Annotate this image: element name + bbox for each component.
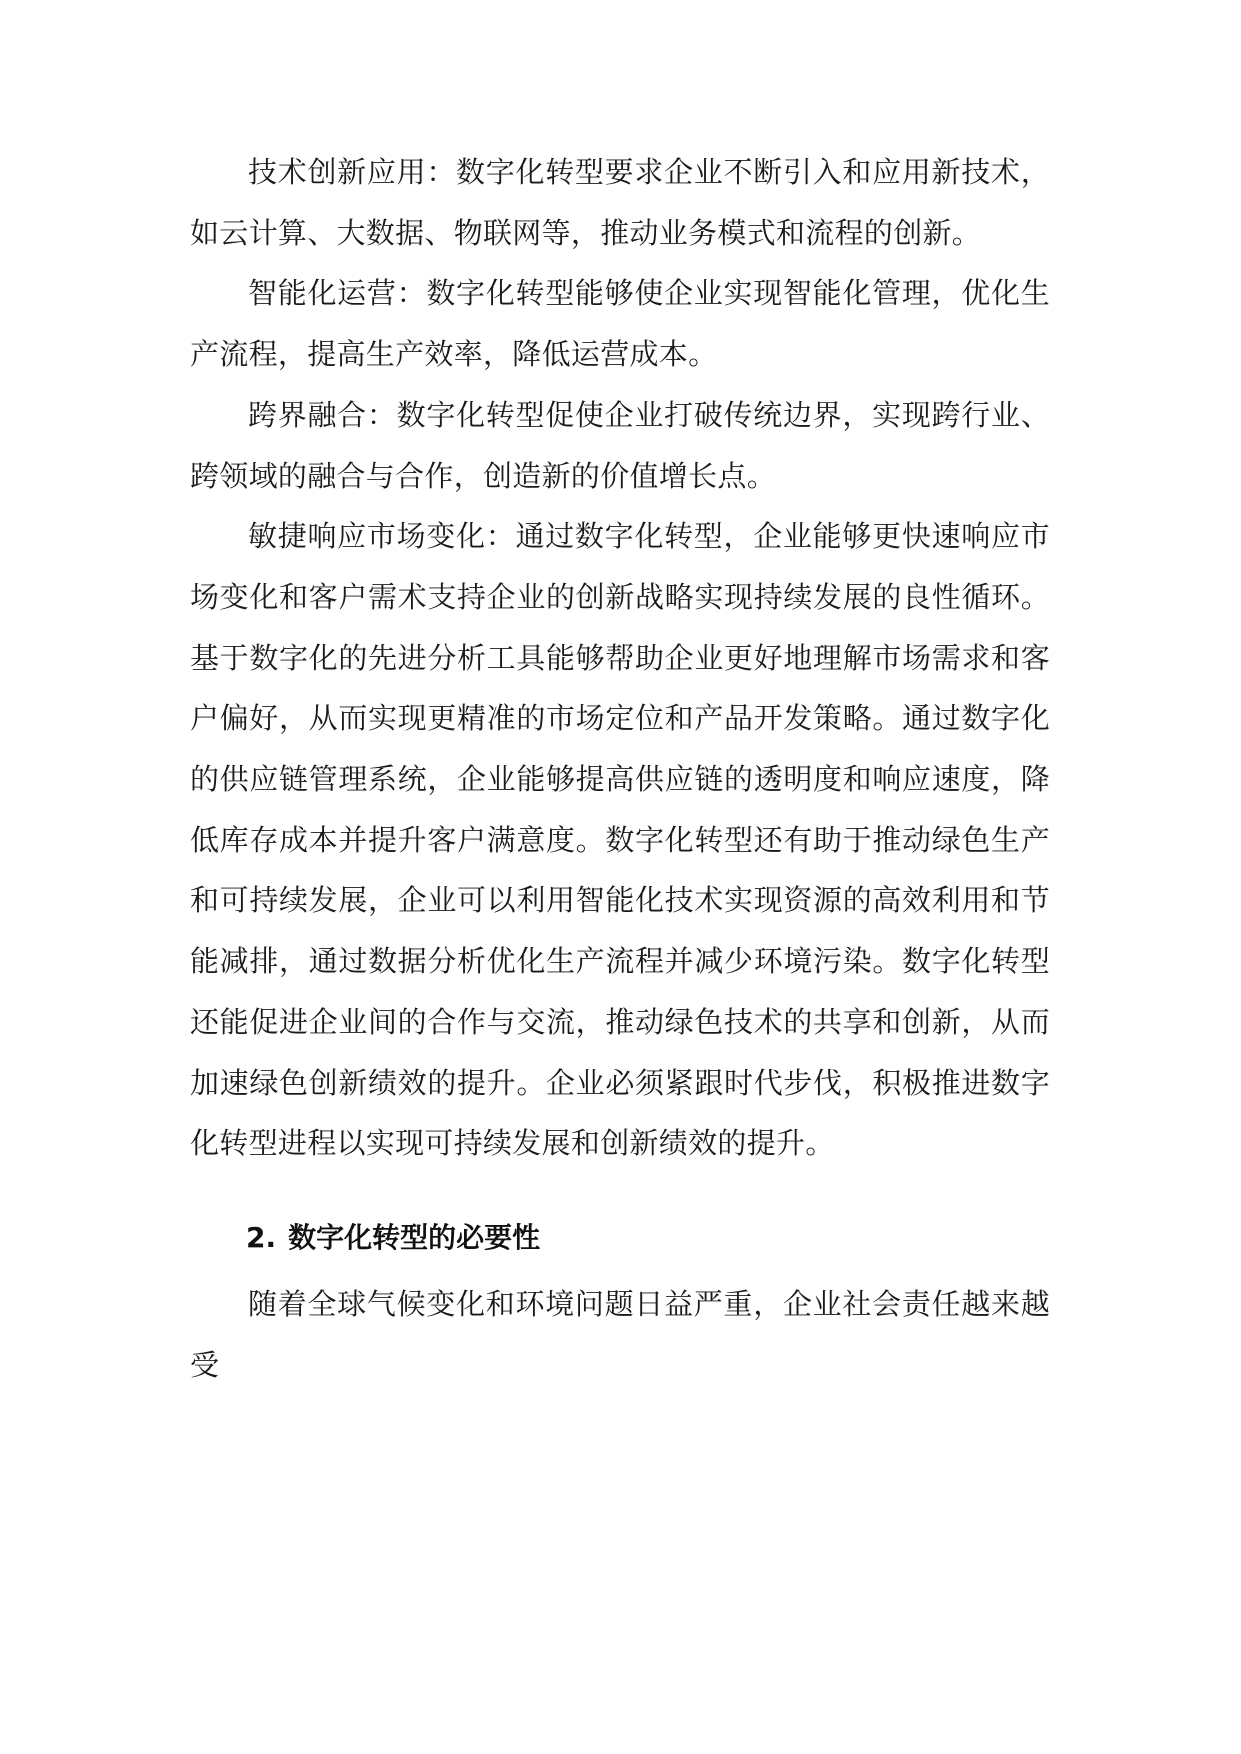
paragraph-agile-response: 敏捷响应市场变化：通过数字化转型，企业能够更快速响应市场变化和客户需术支持企业的创新战略实现持续发展的良性循环。基于数字化的先进分析工具能够帮助企业更好地理解市场需求和客户偏好，从而实现更精准的市场定位和产品开发策略。通过数字化的供应链管理系统，企业能够提高供应链的透明度和响应速度，降低库存成本并提升客户满意度。数字化转型还有助于推动绿色生产和可持续发展，企业可以利用智能化技术实现资源的高效利用和节能减排，通过数据分析优化生产流程并减少环境污染。数字化转型还能促进企业间的合作与交流，推动绿色技术的共享和创新，从而加速绿色创新绩效的提升。企业必须紧跟时代步伐，积极推进数字化转型进程以实现可持续发展和创新绩效的提升。 <box>190 519 1050 1161</box>
document-page <box>190 142 1050 1395</box>
paragraph-climate-change: 随着全球气候变化和环境问题日益严重，企业社会责任越来越受 <box>190 1286 1050 1382</box>
paragraph-intelligent-operation: 智能化运营：数字化转型能够使企业实现智能化管理，优化生产流程，提高生产效率，降低运营成本。 <box>190 276 1050 372</box>
section-number: 2. <box>246 1220 277 1254</box>
section-heading <box>190 1208 1050 1268</box>
paragraph-tech-innovation: 技术创新应用：数字化转型要求企业不断引入和应用新技术，如云计算、大数据、物联网等，推动业务模式和流程的创新。 <box>190 155 1050 250</box>
section-title: 数字化转型的必要性 <box>288 1220 541 1254</box>
paragraph-cross-border-integration: 跨界融合：数字化转型促使企业打破传统边界，实现跨行业、跨领域的融合与合作，创造新的价值增长点。 <box>190 397 1050 493</box>
